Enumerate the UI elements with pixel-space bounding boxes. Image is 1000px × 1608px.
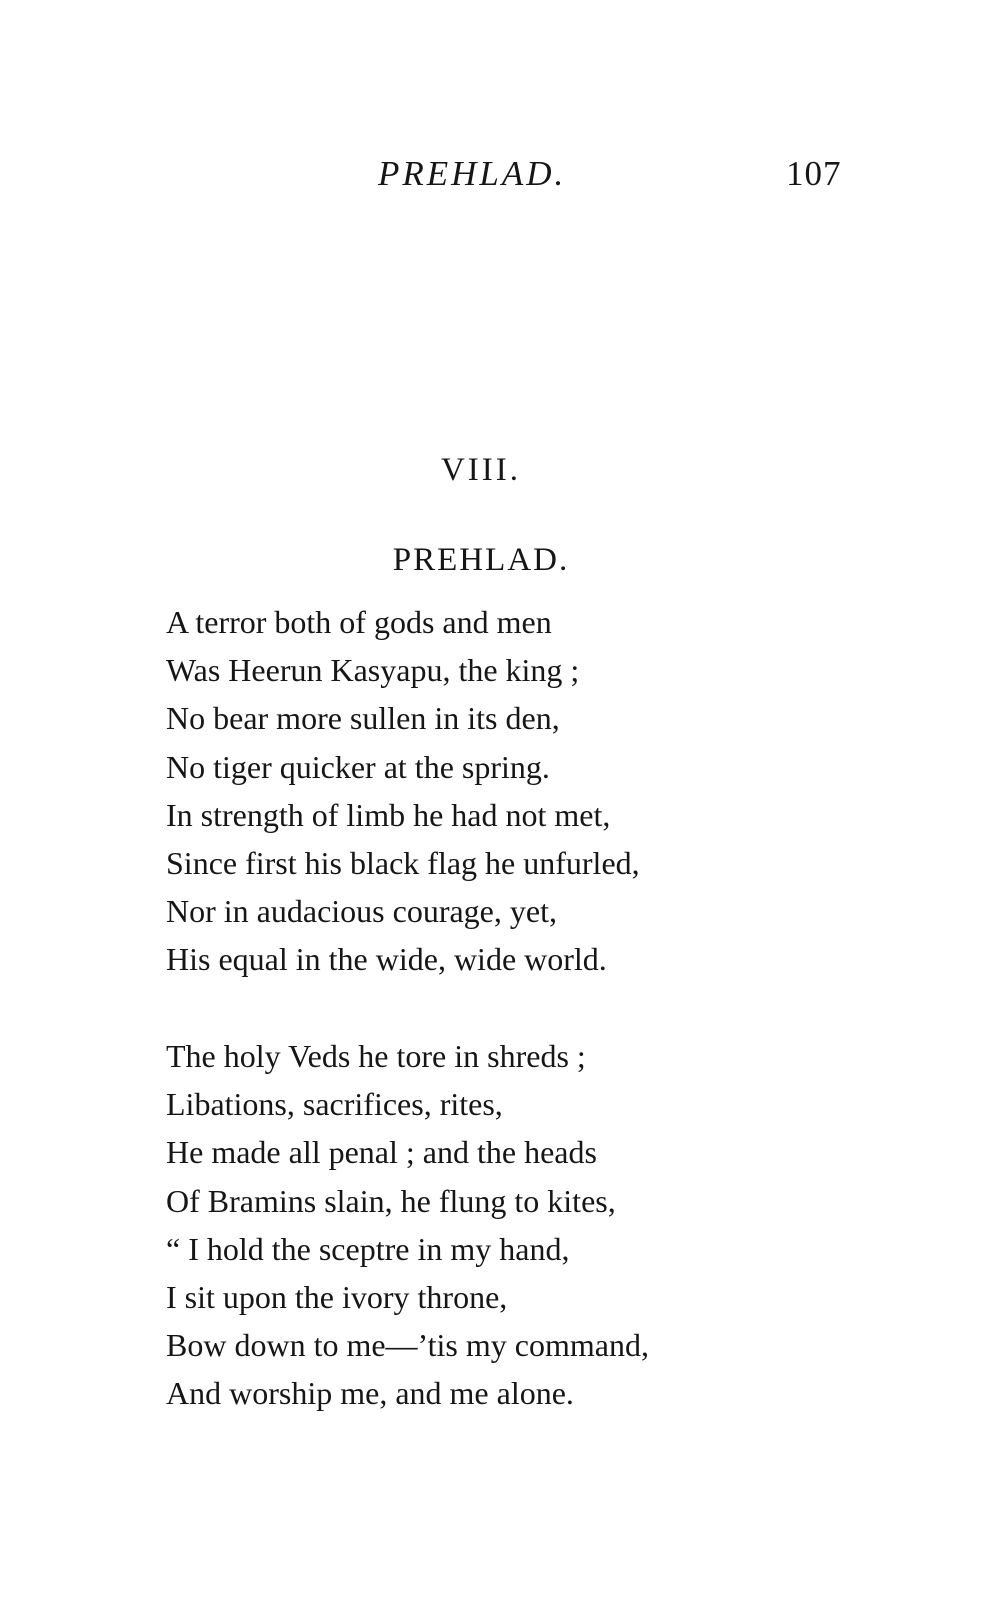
verse-line: Of Bramins slain, he flung to kites, xyxy=(166,1182,616,1219)
verse-line: The holy Veds he tore in shreds ; xyxy=(166,1038,586,1074)
page-number: 107 xyxy=(786,154,842,193)
verse-line: His equal in the wide, wide world. xyxy=(166,941,607,978)
section-number: VIII. xyxy=(440,452,522,488)
verse-line: Nor in audacious courage, yet, xyxy=(166,893,557,930)
verse-line: I sit upon the ivory throne, xyxy=(166,1278,508,1315)
verse-line: Was Heerun Kasyapu, the king ; xyxy=(166,652,580,689)
stanza-2 xyxy=(166,1032,649,1418)
verse-line: A terror both of gods and men xyxy=(166,604,552,640)
verse-line: “ I hold the sceptre in my hand, xyxy=(166,1230,570,1267)
verse-line: Bow down to me—’tis my command, xyxy=(166,1327,649,1364)
verse-line: Since first his black flag he unfurled, xyxy=(166,844,640,881)
running-head-title: PREHLAD. xyxy=(378,154,567,193)
verse-line: No tiger quicker at the spring. xyxy=(166,748,550,785)
verse-line: And worship me, and me alone. xyxy=(166,1375,574,1412)
verse-line: In strength of limb he had not met, xyxy=(166,796,611,833)
verse-line: Libations, sacrifices, rites, xyxy=(166,1086,503,1123)
stanza-1 xyxy=(166,598,640,984)
verse-line: No bear more sullen in its den, xyxy=(166,700,560,737)
verse-line: He made all penal ; and the heads xyxy=(166,1134,597,1171)
poem-title: PREHLAD. xyxy=(392,542,570,578)
